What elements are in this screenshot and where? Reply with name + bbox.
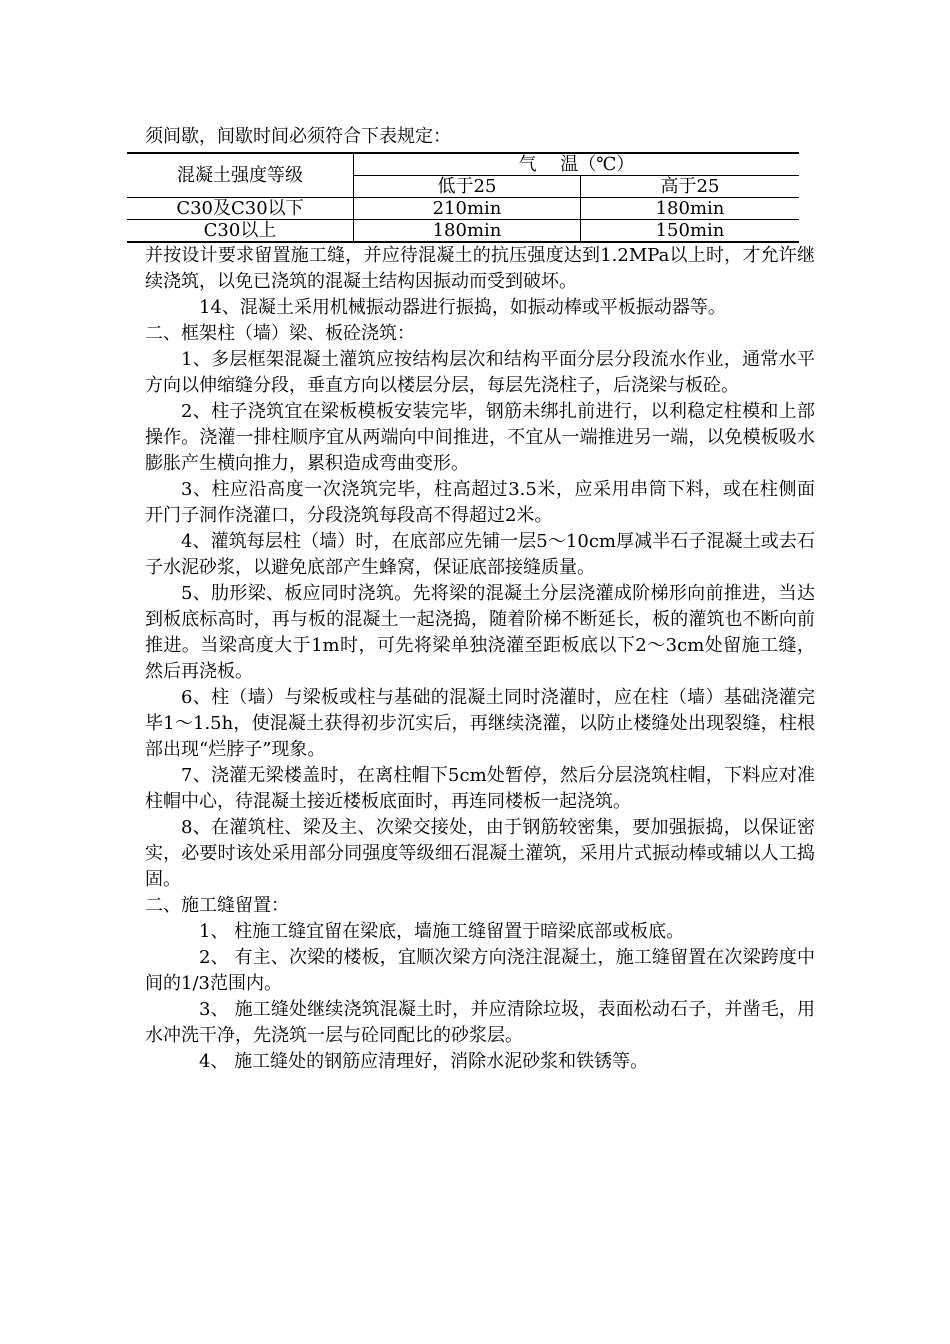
paragraph: 并按设计要求留置施工缝，并应待混凝土的抗压强度达到1.2MPa以上时，才允许继续浇筑，以免已浇筑的混凝土结构因振动而受到破坏。 <box>145 245 815 292</box>
paragraph: 3、柱应沿高度一次浇筑完毕，柱高超过3.5米，应采用串筒下料，或在柱侧面开门子洞作浇灌口，分段浇筑每段高不得超过2米。 <box>145 479 815 526</box>
row-grade: C30以上 <box>127 220 354 243</box>
paragraph: 14、混凝土采用机械振动器进行振捣，如振动棒或平板振动器等。 <box>199 297 726 318</box>
paragraph: 8、在灌筑柱、梁及主、次梁交接处，由于钢筋较密集，要加强振捣，以保证密实，必要时该处采用部分同强度等级细石混凝土灌筑，采用片式振动棒或辅以人工捣固。 <box>145 817 815 890</box>
paragraph: 4、灌筑每层柱（墙）时，在底部应先铺一层5～10cm厚减半石子混凝土或去石子水泥砂浆，以避免底部产生蜂窝，保证底部接缝质量。 <box>145 531 815 578</box>
intro-line: 须间歇，间歇时间必须符合下表规定： <box>145 126 451 147</box>
paragraph: 5、肋形梁、板应同时浇筑。先将梁的混凝土分层浇灌成阶梯形向前推进，当达到板底标高时，再与板的混凝土一起浇捣，随着阶梯不断延长，板的灌筑也不断向前推进。当梁高度大于1m时，可先将梁单独浇灌至距板底以下2～3cm处留施工缝，然后再浇板。 <box>145 583 815 682</box>
paragraph: 1、 柱施工缝宜留在梁底，墙施工缝留置于暗梁底部或板底。 <box>199 921 685 942</box>
table-row <box>127 198 799 220</box>
paragraph: 1、多层框架混凝土灌筑应按结构层次和结构平面分层分段流水作业，通常水平方向以伸缩缝分段，垂直方向以楼层分层，每层先浇柱子，后浇梁与板砼。 <box>145 349 815 396</box>
header-temp: 气 温（℃） <box>354 153 800 176</box>
document-content <box>145 124 815 1075</box>
paragraph: 3、 施工缝处继续浇筑混凝土时，并应清除垃圾，表面松动石子，并凿毛，用水冲洗干净，先浇筑一层与砼同配比的砂浆层。 <box>145 999 815 1046</box>
row-grade: C30及C30以下 <box>127 198 354 220</box>
paragraph: 4、 施工缝处的钢筋应清理好，消除水泥砂浆和铁锈等。 <box>199 1051 649 1072</box>
paragraph: 6、柱（墙）与梁板或柱与基础的混凝土同时浇灌时，应在柱（墙）基础浇灌完毕1～1.5h，使混凝土获得初步沉实后，再继续浇灌，以防止楼缝处出现裂缝，柱根部出现“烂脖子”现象。 <box>145 687 815 760</box>
row-low: 210min <box>354 198 581 220</box>
row-high: 150min <box>581 220 800 243</box>
subheader-high: 高于25 <box>581 176 800 198</box>
row-high: 180min <box>581 198 800 220</box>
section-heading: 二、施工缝留置： <box>145 895 289 916</box>
table-row <box>127 220 799 243</box>
header-grade: 混凝土强度等级 <box>127 153 354 198</box>
paragraph: 7、浇灌无梁楼盖时，在离柱帽下5cm处暂停，然后分层浇筑柱帽，下料应对准柱帽中心，待混凝土接近楼板底面时，再连同楼板一起浇筑。 <box>145 765 815 812</box>
section-heading: 二、框架柱（墙）梁、板砼浇筑： <box>145 323 415 344</box>
paragraph: 2、 有主、次梁的楼板，宜顺次梁方向浇注混凝土，施工缝留置在次梁跨度中间的1/3范围内。 <box>145 947 815 994</box>
table-header-row <box>127 153 799 176</box>
interval-table <box>127 152 799 243</box>
subheader-low: 低于25 <box>354 176 581 198</box>
row-low: 180min <box>354 220 581 243</box>
paragraph: 2、柱子浇筑宜在梁板模板安装完毕，钢筋未绑扎前进行，以利稳定柱模和上部操作。浇灌一排柱顺序宜从两端向中间推进，不宜从一端推进另一端，以免模板吸水膨胀产生横向推力，累积造成弯曲变形。 <box>145 401 815 474</box>
